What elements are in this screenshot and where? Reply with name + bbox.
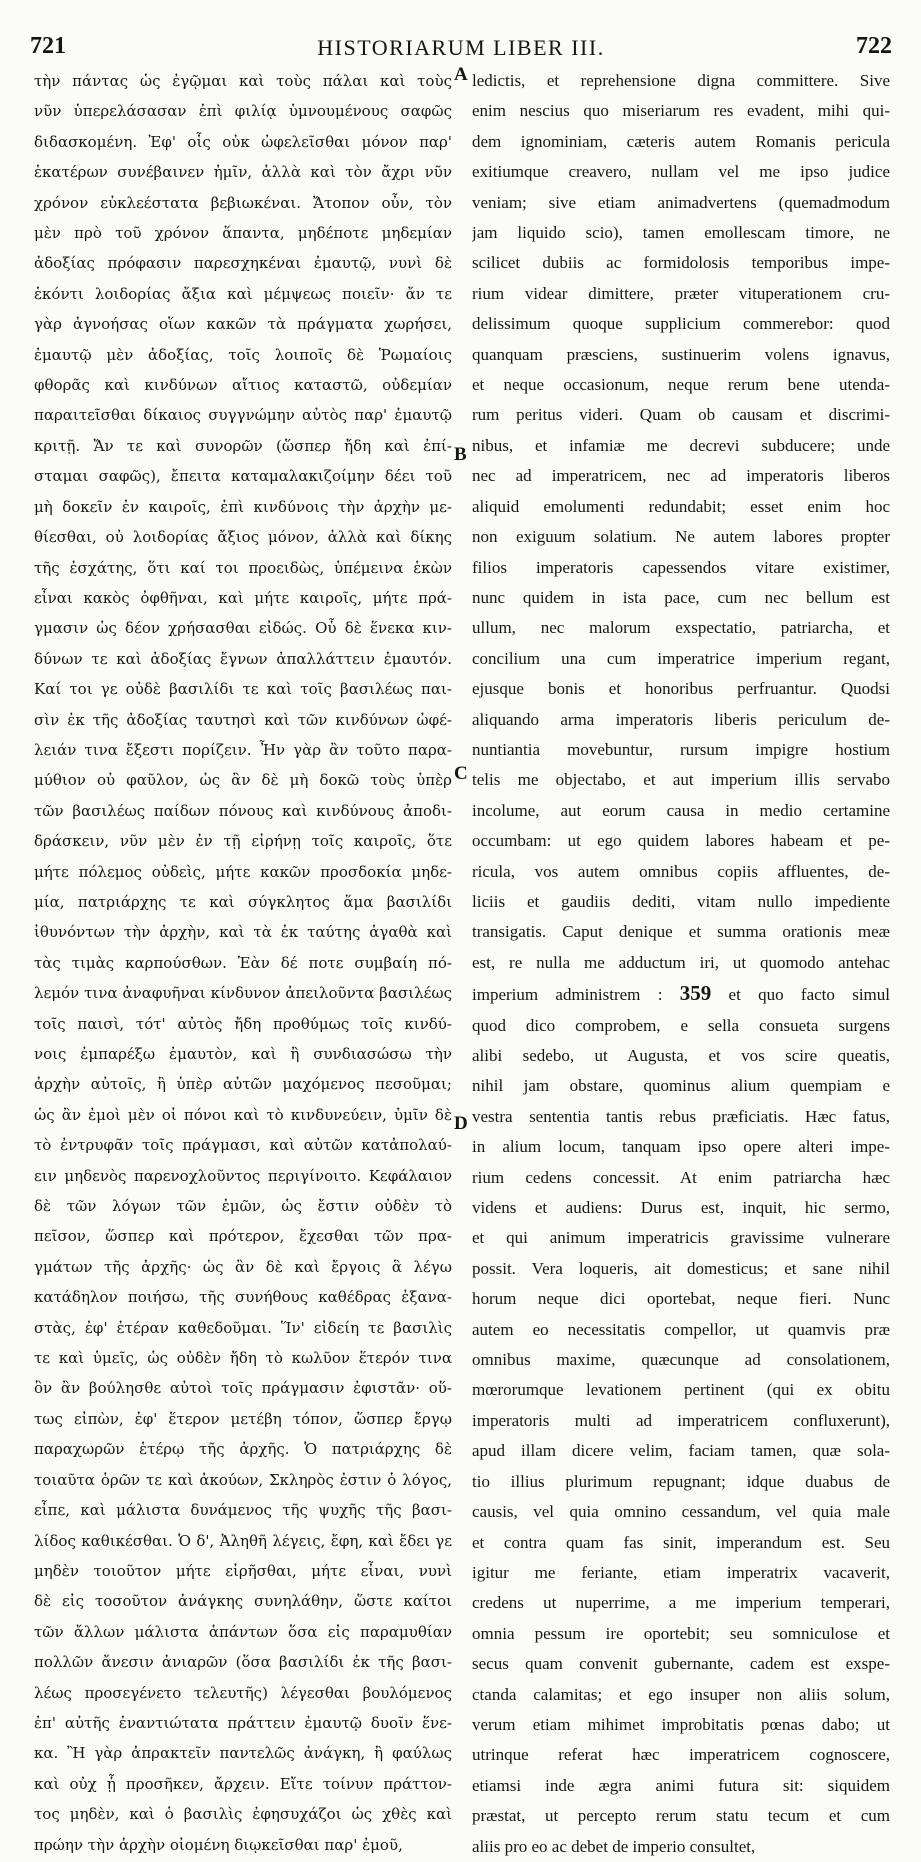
latin-text-line: nec ad imperatricem, nec ad imperatoris liberos [472,466,890,486]
latin-text-line: delissimum quoque supplicium commerebor: quod [472,314,890,334]
latin-text-line: autem eo necessitatis compellor, ut quamvis præ [472,1319,890,1339]
greek-text-line: νοις ἐμπαρέξω ἐμαυτὸν, καὶ ἢ συνδιασώσω τὴν [34,1045,452,1063]
page-header [30,33,892,61]
greek-text-line: πεῖσον, ὥσπερ καὶ πρότερον, ἔχεσθαι τῶν πρα- [34,1227,452,1246]
latin-text-line: et qui animum imperatricis gravissime vulnerare [472,1228,890,1248]
latin-text-line: occumbam: ut ego quidem labores habeam et pe- [472,831,890,851]
latin-text-line: ricula, vos autem omnibus copiis affluentes, de- [472,861,890,881]
latin-text-line: rium videar dimittere, præter vituperationem cru- [472,283,890,303]
latin-text-line: liciis et gaudiis dediti, vitam nullo impediente [472,891,890,911]
page-number-right: 722 [856,33,892,59]
latin-text-line: vestra sententia tantis rebus præficiatis. Hæc fatus, [472,1106,890,1126]
greek-text-line: τῆς ἐσχάτης, ὅτι καί τοι προειδὼς, ὑπέμεινα ἑκὼν [34,558,452,577]
greek-text-line: μήτε πόλεμος οὐδεὶς, μήτε κακῶν προσδοκία μηδε- [34,862,452,881]
latin-text-line: verum etiam mihimet improbitatis pœnas dabo; ut [472,1714,890,1734]
latin-text-line: aliis pro eo ac debet de imperio consultet, [472,1836,756,1856]
latin-text-line: concilium una cum imperatrice imperium regant, [472,648,890,668]
latin-text-line: credens ut nuperrime, a me imperium temperari, [472,1593,890,1613]
greek-text-line: γμασιν ὡς δέον χρήσασθαι εἰδώς. Οὗ δὲ ἕνεκα κιν- [34,619,452,638]
latin-text-line: tio illius plurimum repugnant; idque duabus de [472,1471,890,1491]
greek-text-line: νῦν ὑπερελάσασαν ἐπὶ φιλίᾳ ὑμνουμένους σαφῶς [34,102,452,121]
latin-text-line: utrinque referat hæc imperatricem cognoscere, [472,1745,890,1765]
latin-text-line: et contra quam fas sinit, imperandum est. Seu [472,1532,890,1552]
latin-text-line: alibi sedebo, ut Augusta, et vos scire queatis, [472,1046,890,1065]
latin-text-line: ctanda calamitas; et ego insuper non aliis solum, [472,1684,890,1704]
latin-text-line: quod dico comprobem, e sella consueta surgens [472,1015,890,1035]
greek-text-line: τῶν βασιλέως παίδων πόνους καὶ κινδύνους ἀποδι- [34,801,452,820]
text-fragment: imperium administrem : [472,985,663,1005]
greek-text-line: Καί τοι γε οὐδὲ βασιλίδι τε καὶ τοῖς βασιλέως παι- [34,680,452,699]
greek-text-line: φθορᾶς καὶ κινδύνων αἴτιος καταστῶ, οὐδεμίαν [34,376,452,395]
latin-text-line: videns et audiens: Durus est, inquit, hic sermo, [472,1198,890,1218]
latin-text-line: apud illam dicere velim, faciam tamen, quæ sola- [472,1441,890,1461]
running-title: HISTORIARUM LIBER III. [317,35,605,60]
latin-text-line: incolume, aut eorum causa in medio certamine [472,800,890,820]
greek-text-line: δράσκειν, νῦν μὲν ἐν τῇ εἰρήνῃ τοῖς καιροῖς, ὅτε [34,832,452,851]
latin-text-line: igitur me feriante, etiam imperatrix vacaverit, [472,1562,890,1582]
greek-text-line: τος μηδὲν, καὶ ὁ βασιλὶς ἐφησυχάζοι ὡς χθὲς καὶ [34,1805,452,1824]
greek-text-line: τὰς τιμὰς καρπούσθων. Ἐὰν δέ ποτε συμβαίη πό- [34,953,452,972]
greek-text-line: δὲ τῶν λόγων τῶν ἐμῶν, ὡς ἔστιν οὐδὲν τὸ [34,1197,452,1216]
greek-text-line: ὃν ἂν βούλησθε αὐτοὶ τοῖς πράγμασιν ἐφιστᾶν· οὕ- [34,1379,452,1398]
greek-text-line: μὲν πρὸ τοῦ χρόνον ἅπαντα, μηδέποτε μηδεμίαν [34,224,452,243]
greek-text-line: τὸ ἐντρυφᾶν τοῖς πράγμασι, καὶ αὐτῶν κατἀπολαύ- [34,1136,452,1155]
latin-text-line: exitiumque creavero, nullam vel me ipso judice [472,162,890,182]
latin-text-line: omnia pessum ire oportebit; seu somniculose et [472,1623,890,1643]
greek-text-line: πρώην τὴν ἀρχὴν οἰομένη διῳκεῖσθαι παρ' ἐμοῦ, [34,1835,403,1854]
greek-text-line: τοῖς παισὶ, τότ' αὐτὸς ἤδη προθύμως τοῖς κινδύ- [34,1014,452,1033]
greek-text-line: στὰς, ἐφ' ἑτέραν καθεδοῦμαι. Ἵν' εἰδείη τε βασιλὶς [34,1318,452,1337]
greek-text-line: ἑκατέρων συνέβαινεν ἡμῖν, ἀλλὰ καὶ τὸν ἄχρι νῦν [34,163,452,182]
greek-text-line: πολλῶν ἄνεσιν ἀνιαρῶν (ὅσα βασιλίδι ἐκ τῆς βασι- [34,1653,452,1672]
greek-text-line: μία, πατριάρχης τε καὶ σύγκλητος ἅμα βασιλίδι [34,892,452,911]
greek-text-line: λεμόν τινα ἀναφυῆναι κίνδυνον ἀπειλοῦντα βασιλέως [34,984,452,1003]
greek-text-line: ειν μηδενὸς παρενοχλοῦντος περιγίνοιτο. Κεφάλαιον [34,1166,452,1185]
latin-text-line: mœrorumque levationem pertinent (qui ex obitu [472,1380,890,1400]
greek-text-line: κατάδηλον ποιήσω, τῆς συνήθους καθέδρας ἐξανα- [34,1288,452,1307]
greek-text-line: λέως προσεγένετο τελευτῆς) λέγεσθαι βουλόμενος [34,1683,452,1702]
latin-text-line: enim nescius quo miseriarum res evadent, mihi qui- [472,101,890,121]
greek-text-line: λίδος καθικέσθαι. Ὁ δ', Ἀληθῆ λέγεις, ἔφη, καὶ ἔδει γε [34,1531,452,1550]
greek-text-line: τὴν πάντας ὡς ἐγῷμαι καὶ τοὺς πάλαι καὶ τοὺς [34,72,452,90]
greek-text-line: παραιτεῖσθαι δίκαιος συγγνώμην αὐτὸς παρ' ἐμαυτῷ [34,406,452,425]
latin-text-line: in alium locum, tanquam ipso opere alteri impe- [472,1137,890,1157]
greek-text-line: γμάτων τῆς ἀρχῆς· ὡς ἂν δὲ καὶ ἔργοις ἃ λέγω [34,1257,452,1276]
greek-text-line: κριτῇ. Ἄν τε καὶ συνορῶν (ὥσπερ ἤδη καὶ ἐπί- [34,436,452,455]
greek-text-line: δύνων τε καὶ ἀδοξίας ἔγνων ἀπαλλάττειν ἐμαυτόν. [34,649,452,668]
latin-text-line: ejusque bonis et honoribus perfruantur. Quodsi [472,679,890,699]
latin-text-line: non exiguum solatium. Ne autem labores propter [472,527,890,547]
latin-text-line: telis me objectabo, et aut imperium illis servabo [472,770,890,790]
latin-text-column [472,66,890,1862]
greek-text-line: τως εἰπὼν, ἐφ' ἕτερον μετέβη τόπον, ὥσπερ ἔργῳ [34,1409,452,1428]
latin-text-line: nuntiantia movebuntur, rursum impigre hostium [472,739,890,759]
latin-text-line [472,978,890,1010]
latin-text-line: rum peritus videri. Quam ob causam et discrimi- [472,405,890,425]
latin-text-line: ullum, nec malorum exspectatio, patriarcha, et [472,618,890,638]
greek-text-line: διδασκομένη. Ἐφ' οἷς οὐκ ὠφελεῖσθαι μόνον παρ' [34,132,452,151]
greek-text-line: κα. Ἢ γὰρ ἀπρακτεῖν παντελῶς ἀνάγκη, ἢ φαύλως [34,1744,452,1763]
latin-text-line: aliquid emolumenti redundabit; esset enim hoc [472,496,890,516]
text-fragment: et quo facto simul [728,985,890,1005]
latin-text-line: est, re nulla me adductum iri, ut quomodo antehac [472,952,890,972]
page-number-left: 721 [30,33,66,59]
greek-text-line: παραχωρῶν ἑτέρῳ τῆς ἀρχῆς. Ὁ πατριάρχης δὲ [34,1440,452,1459]
latin-text-line: etiamsi inde ægra animi futura sit: siquidem [472,1775,890,1795]
greek-text-line: χρόνον εὐκλεέστατα βεβιωκέναι. Ἄτοπον οὖν, τὸν [34,193,452,212]
latin-text-line: nihil jam obstare, quominus alium quempiam e [472,1076,890,1096]
greek-text-column [34,66,452,1860]
greek-text-line: ἐμαυτῷ μὲν ἀδοξίας, τοῖς λοιποῖς δὲ Ῥωμαίοις [34,345,452,364]
greek-text-line: τοιαῦτα ὁρῶν τε καὶ ἀκούων, Σκληρὸς ἐστιν ὁ λόγος, [34,1470,452,1489]
greek-text-line: μηδὲν τοιοῦτον μήτε εἰρῆσθαι, μήτε εἶναι, νυνὶ [34,1561,452,1580]
greek-text-line: ἰθυνόντων τὴν ἀρχὴν, καὶ τὰ ἐκ ταύτης ἀγαθὰ καὶ [34,923,452,942]
latin-text-line: filios imperatoris capessendos vitare existimer, [472,557,890,577]
greek-text-line: τε καὶ ὑμεῖς, ὡς οὐδὲν ἤδη τὸ κωλῦον ἕτερόν τινα [34,1349,452,1368]
latin-text-line: scilicet dubiis ac formidolosis temporibus impe- [472,253,890,273]
latin-text-line: præstat, ut percepto rerum statu tecum et cum [472,1806,890,1826]
margin-reference-number: 359 [679,981,712,1006]
latin-text-line: imperatoris multi ad imperatricem confluxerunt), [472,1410,890,1430]
latin-text-line: transigatis. Caput denique et summa orationis meæ [472,922,890,942]
latin-text-line: horum neque dici oportebat, neque fieri. Nunc [472,1289,890,1309]
greek-text-line: λειάν τινα ἔξεστι πορίζειν. Ἦν γὰρ ἂν τοῦτο παρα- [34,740,452,759]
latin-text-line: possit. Vera loqueris, ait domesticus; et sane nihil [472,1258,890,1278]
latin-text-line: et neque occasionum, neque rerum bene utenda- [472,375,890,395]
greek-text-line: ἐπ' αὐτῆς ἐναντιώτατα πράττειν ἐμαυτῷ δυοῖν ἕνε- [34,1713,452,1732]
latin-text-line: ledictis, et reprehensione digna committere. Sive [472,71,890,90]
greek-text-line: τῶν ἄλλων μάλιστα ἁπάντων ὅσα εἰς παραμυθίαν [34,1622,452,1641]
greek-text-line: σταμαι σαφῶς), ἔπειτα καταμαλακιζοίμην δέει τοῦ [34,467,452,486]
latin-text-line: veniam; sive etiam animadvertens (quemadmodum [472,192,890,212]
section-marker-b: B [454,444,467,465]
greek-text-line: μὴ δοκεῖν ἐν καιροῖς, ἐπὶ κινδύνοις τὴν ἀρχὴν με- [34,497,452,516]
latin-text-line: rium cedens concessit. At enim patriarcha hæc [472,1167,890,1187]
latin-text-line: jam liquido scio), tamen emollescam timore, ne [472,223,890,243]
section-marker-a: A [454,64,468,85]
greek-text-line: σὶν ἐκ τῆς ἀδοξίας ταυτησὶ καὶ τῶν κινδύνων ὠφέ- [34,710,452,729]
greek-text-line: εἶπε, καὶ μάλιστα δυνάμενος τῆς ψυχῆς τῆς βασι- [34,1501,452,1520]
greek-text-line: δὲ εἰς τοσοῦτον ἀνάγκης συνηλάθην, ὥστε καίτοι [34,1592,452,1611]
greek-text-line: καὶ οὐχ ᾗ προσῆκεν, ἄρχειν. Εἴτε τοίνυν πράττον- [34,1774,452,1793]
greek-text-line: θίεσθαι, οὐ λοιδορίας ἄξιος μόνον, ἀλλὰ καὶ δίκης [34,528,452,547]
section-marker-c: C [454,763,468,784]
greek-text-line: ὡς ἂν ἐμοὶ μὲν οἱ πόνοι καὶ τὸ κινδυνεύειν, ὑμῖν δὲ [34,1105,452,1124]
greek-text-line: εἶναι κακὸς ὀφθῆναι, καὶ μήτε καιροῖς, μήτε πρά- [34,588,452,607]
latin-text-line: causis, vel quia omnino cessandum, vel quia male [472,1502,890,1522]
latin-text-line: nibus, et infamiæ me decrevi subducere; unde [472,435,890,455]
greek-text-line: μύθιον οὐ φαῦλον, ὡς ἂν δὲ μὴ δοκῶ τοὺς ὑπὲρ [34,771,452,790]
latin-text-line: quanquam præsciens, sustinuerim volens ignavus, [472,344,890,364]
greek-text-line: ἀδοξίας πρόφασιν παρεσχηκέναι ἐμαυτῷ, νυνὶ δὲ [34,254,452,273]
latin-text-line: omnibus maxime, quæcunque ad consolationem, [472,1350,890,1370]
section-marker-d: D [454,1113,468,1134]
greek-text-line: ἑκόντι λοιδορίας ἄξια καὶ μέμψεως ποιεῖν· ἄν τε [34,284,452,303]
latin-text-line: dem ignominiam, cæteris autem Romanis pericula [472,131,890,151]
latin-text-line: secus quam convenit gubernante, cadem est exspe- [472,1654,890,1674]
latin-text-line: aliquando arma imperatoris liberis periculum de- [472,709,890,729]
greek-text-line: ἀρχὴν αὐτοῖς, ἢ ὑπὲρ αὐτῶν μαχόμενος πεσοῦμαι; [34,1075,452,1094]
latin-text-line: nunc quidem in ista pace, cum nec bellum est [472,587,890,607]
greek-text-line: γὰρ ἀγνοήσας οἵων κακῶν τὰ πράγματα χωρήσει, [34,315,452,334]
